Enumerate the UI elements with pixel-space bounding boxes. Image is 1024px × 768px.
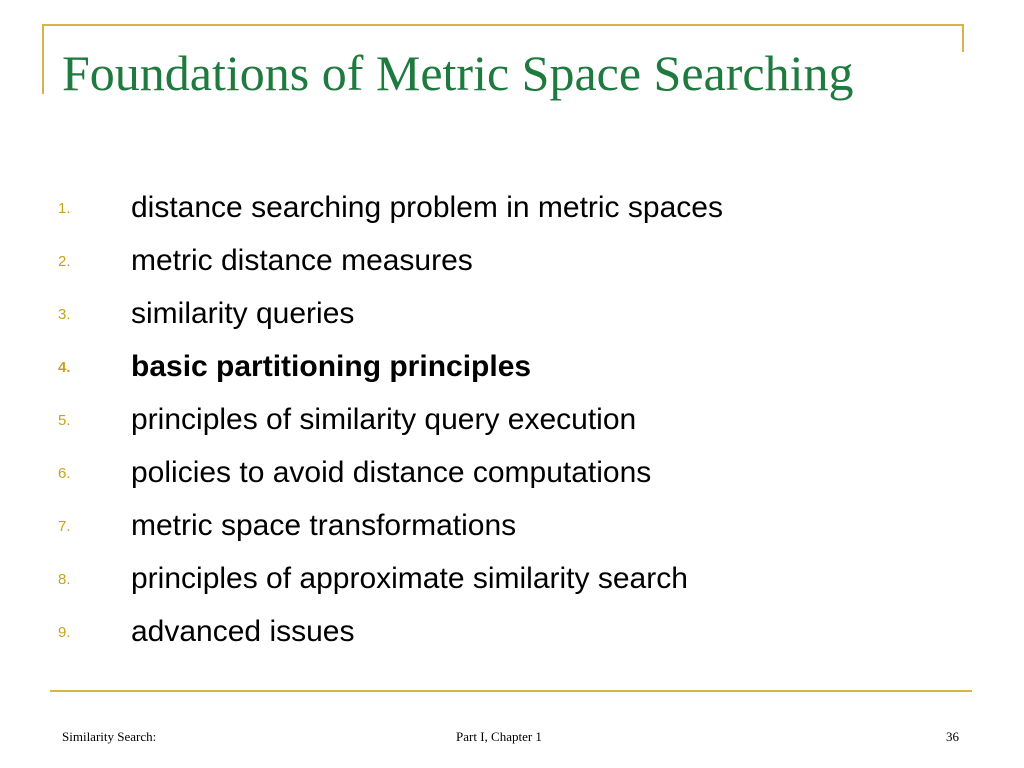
list-item-number: 6. xyxy=(58,465,71,482)
title-frame-right-rule xyxy=(962,24,964,52)
footer-center-text: Part I, Chapter 1 xyxy=(456,729,542,744)
title-frame-left-rule xyxy=(42,24,44,94)
list-item-text: similarity queries xyxy=(131,297,355,330)
list-item-text: principles of similarity query execution xyxy=(131,403,637,436)
list-item-number: 7. xyxy=(58,518,71,535)
list-item-text: metric distance measures xyxy=(131,244,473,277)
list-item-number: 2. xyxy=(58,253,71,270)
list-item-text: distance searching problem in metric spaces xyxy=(131,191,723,224)
footer-left-text: Similarity Search: xyxy=(62,729,157,744)
list-item-number: 3. xyxy=(58,306,71,323)
list-item-number: 9. xyxy=(58,624,71,641)
list-item-text: principles of approximate similarity search xyxy=(131,562,688,595)
list-item-number: 1. xyxy=(58,200,71,217)
slide-title: Foundations of Metric Space Searching xyxy=(62,45,854,101)
list-item-text: policies to avoid distance computations xyxy=(131,456,652,489)
list-item-text: basic partitioning principles xyxy=(131,350,532,383)
list-item-text: metric space transformations xyxy=(131,509,517,542)
list-item-number: 4. xyxy=(58,359,71,376)
footer-rule xyxy=(50,690,972,692)
list-item-text: advanced issues xyxy=(131,615,355,648)
list-item-number: 8. xyxy=(58,571,71,588)
list-item-number: 5. xyxy=(58,412,71,429)
title-frame-top-rule xyxy=(42,24,964,26)
page-number: 36 xyxy=(946,729,959,744)
